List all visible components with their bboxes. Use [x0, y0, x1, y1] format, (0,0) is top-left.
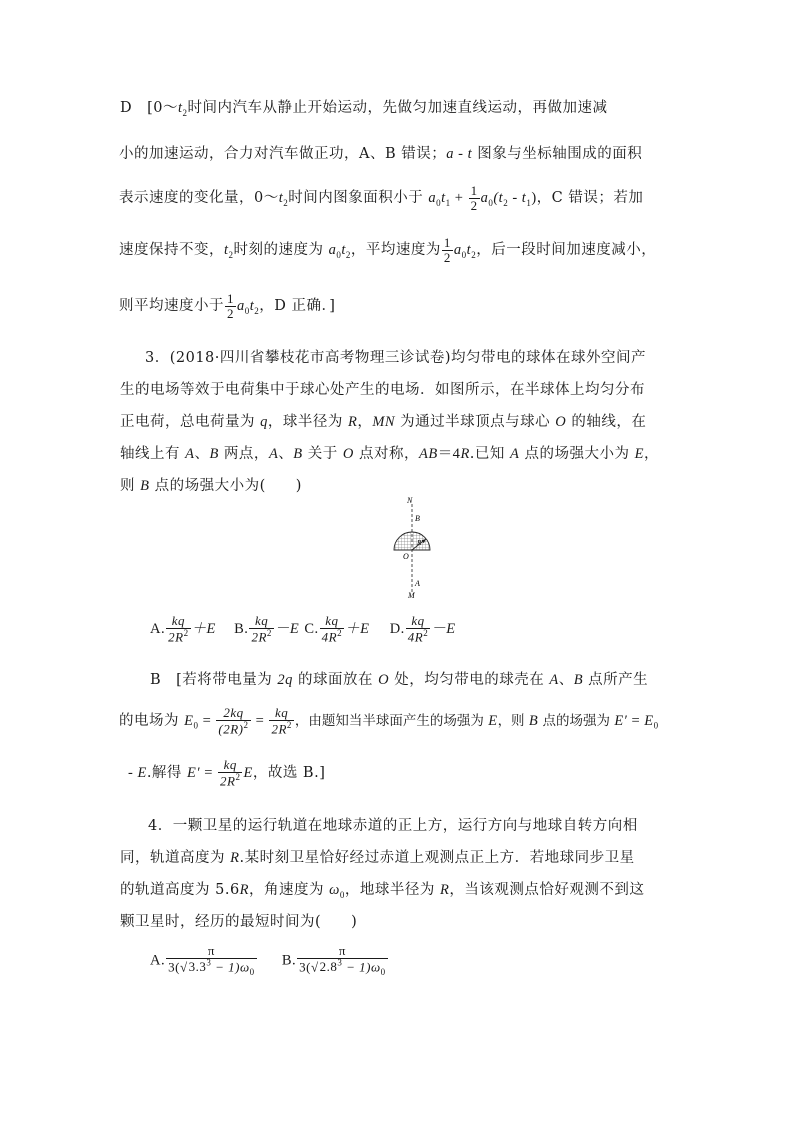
numerator: 1 [227, 291, 234, 306]
question-3-line-2 [120, 378, 645, 399]
text: - [453, 146, 468, 162]
text: = [200, 764, 218, 781]
answer-2-line-4 [119, 236, 656, 264]
text: 的轴线，在 [566, 414, 647, 430]
text: 、 [558, 672, 574, 688]
text: 点的场强大小为( ) [149, 478, 302, 494]
option-label: C. [304, 620, 319, 637]
text: 点的场强大小为 [519, 446, 635, 462]
answer-3-line-1 [150, 668, 648, 689]
options-line [150, 614, 456, 644]
text: B [若将带电量为 [150, 672, 278, 688]
text: ，地球半径为 [344, 882, 440, 898]
numerator: kq [269, 706, 293, 721]
text: E [184, 712, 194, 729]
numerator: 1 [443, 235, 451, 250]
option-b[interactable] [282, 944, 389, 977]
text: = [251, 712, 269, 729]
denominator: 2 [443, 249, 451, 265]
text: 3( [299, 958, 311, 974]
text: R [440, 882, 450, 898]
fraction [166, 944, 257, 977]
text: B [573, 672, 584, 688]
text: t [441, 190, 446, 207]
option-a[interactable] [150, 944, 258, 977]
text: - [128, 764, 138, 781]
text: B [528, 712, 539, 729]
fraction [166, 614, 190, 644]
text: 颗卫星时，经历的最短时间为( ) [120, 914, 358, 930]
text: - t [508, 190, 527, 207]
text: ，后一段时间加速度减小， [476, 242, 657, 259]
text: E [243, 764, 253, 781]
text: 2 [503, 198, 509, 209]
question-3-line-3 [120, 410, 646, 431]
radicand: 3.3 [188, 958, 207, 974]
radicand: 2.8 [319, 958, 338, 974]
text: 2 [254, 306, 260, 317]
text: 点对称， [353, 446, 419, 462]
denominator: 2R [271, 720, 287, 736]
text: B [209, 446, 219, 462]
text: 图象与坐标轴围成的面积 [472, 146, 643, 162]
text: 时刻的速度为 [233, 242, 329, 259]
option-c[interactable] [304, 614, 369, 644]
text: A [185, 446, 195, 462]
text: a [428, 190, 437, 207]
text: 0 [488, 198, 494, 209]
text: 时间内图象面积小于 [288, 190, 429, 207]
text: 0 [193, 720, 199, 731]
question-3-line-5 [120, 474, 302, 495]
text: 处，均匀带电的球壳在 [389, 672, 550, 688]
denominator: 2R [251, 628, 267, 644]
label-B: B [415, 514, 420, 523]
fraction [218, 758, 242, 788]
text: ，C 错误；若加 [536, 190, 644, 207]
fraction [216, 706, 250, 736]
exponent: 2 [423, 627, 429, 638]
text: (t [493, 190, 504, 207]
text: 的电场为 [119, 712, 185, 729]
exponent: 2 [235, 771, 241, 782]
text: A [268, 446, 279, 462]
exponent: 3 [206, 957, 212, 968]
exponent: 2 [266, 627, 272, 638]
text: E [644, 712, 654, 729]
text: + [450, 190, 468, 207]
text: = [198, 712, 216, 729]
text: 0 [653, 720, 659, 731]
text: t [249, 298, 255, 315]
text: A [549, 672, 559, 688]
text: 轴线上有 [120, 446, 186, 462]
exponent: 2 [243, 719, 249, 730]
text: 的轨道高度为 5.6 [120, 882, 240, 898]
text: 两点， [218, 446, 269, 462]
numerator: π [297, 944, 388, 959]
text: 2 [182, 107, 188, 118]
text: 时间内汽车从静止开始运动，先做匀加速直线运动，再做加速减 [187, 100, 608, 116]
text: 2q [277, 672, 293, 688]
text: − 1)ω [211, 958, 250, 974]
text: O [555, 414, 567, 430]
fraction [297, 944, 388, 977]
answer-3-line-2 [119, 706, 659, 736]
text: ＋E [191, 620, 216, 637]
text: t [178, 100, 183, 116]
options-line [150, 944, 389, 977]
answer-2-line-5 [119, 292, 335, 320]
text: 1 [445, 198, 451, 209]
numerator: kq [320, 614, 344, 629]
answer-2-line-3 [119, 184, 643, 212]
fraction [406, 614, 430, 644]
text: D [0～ [120, 100, 179, 116]
text: E′ [614, 712, 628, 729]
text: 则平均速度小于 [119, 298, 224, 315]
exponent: 3 [337, 957, 343, 968]
option-a[interactable] [150, 614, 216, 644]
text: t [224, 242, 229, 259]
text: ， [643, 446, 659, 462]
sqrt-sign: √ [179, 958, 188, 974]
option-label: D. [389, 620, 405, 637]
text: AB [418, 446, 438, 462]
label-O: O [403, 552, 409, 561]
text: 的球面放在 [292, 672, 379, 688]
text: a [446, 146, 454, 162]
question-3-line-1 [145, 346, 646, 367]
numerator: kq [249, 614, 273, 629]
text: E [488, 712, 498, 729]
subscript: 0 [249, 966, 255, 977]
exponent: 2 [286, 719, 292, 730]
denominator: 4R [321, 628, 338, 644]
text: 0 [336, 250, 342, 261]
text: 点的场强为 [538, 712, 615, 729]
text: ， [357, 414, 373, 430]
exponent: 2 [337, 627, 343, 638]
text: 正电荷，总电荷量为 [120, 414, 261, 430]
text: ＝4 [437, 446, 461, 462]
text: R [347, 414, 358, 430]
text: 点所产生 [583, 672, 649, 688]
denominator: (2R) [218, 720, 244, 736]
text: ，角速度为 [249, 882, 330, 898]
text: 小的加速运动，合力对汽车做正功，A、B 错误； [119, 146, 447, 162]
numerator: 1 [470, 183, 478, 198]
label-A: A [415, 579, 420, 588]
option-label: B. [281, 952, 297, 969]
text: O [378, 672, 390, 688]
text: R [239, 882, 250, 898]
text: a [237, 298, 245, 315]
denominator: 2 [227, 305, 234, 321]
text: －E [274, 620, 300, 637]
text: 3．(2018·四川省攀枝花市高考物理三诊试卷)均匀带电的球体在球外空间产 [145, 350, 647, 366]
text: 3( [168, 958, 180, 974]
question-3-line-4 [120, 442, 659, 463]
text: ) [531, 190, 537, 207]
text: t [467, 146, 473, 162]
text: 生的电场等效于电荷集中于球心处产生的电场．如图所示，在半球体上均匀分布 [120, 382, 645, 398]
text: a [480, 190, 489, 207]
text: MN [372, 414, 396, 430]
text: ，由题知当半球面产生的场强为 [294, 712, 489, 729]
option-label: B. [234, 620, 249, 637]
text: 、 [194, 446, 210, 462]
text: 2 [471, 250, 477, 261]
answer-3-line-3 [128, 758, 325, 788]
question-4-line-3 [120, 878, 644, 900]
fraction [269, 706, 293, 736]
label-M: M [408, 591, 415, 600]
text: 关于 [302, 446, 343, 462]
text: ，则 [497, 712, 529, 729]
text: R [230, 850, 240, 866]
numerator: 2kq [216, 706, 250, 721]
text: 2 [228, 250, 234, 261]
text: = [627, 712, 645, 729]
text: 、 [278, 446, 294, 462]
text: t [341, 242, 346, 259]
subscript: 0 [380, 966, 386, 977]
text: t [278, 190, 284, 207]
text: E [137, 764, 147, 781]
text: 同，轨道高度为 [120, 850, 231, 866]
question-4-line-4 [120, 910, 357, 931]
text: − 1)ω [342, 958, 381, 974]
text: 2 [283, 198, 289, 209]
text: 2 [345, 250, 351, 261]
text: 4．一颗卫星的运行轨道在地球赤道的正上方，运行方向与地球自转方向相 [148, 818, 638, 834]
answer-2-line-1 [120, 96, 608, 118]
hemisphere-figure [380, 496, 450, 600]
text: B [140, 478, 150, 494]
question-4-line-2 [120, 846, 635, 867]
denominator: 2 [470, 197, 478, 213]
text: 速度保持不变， [119, 242, 224, 259]
text: q [260, 414, 268, 430]
denominator: 2R [220, 772, 236, 788]
text: a [453, 242, 462, 259]
text: 则 [120, 478, 141, 494]
text: 为通过半球顶点与球心 [395, 414, 556, 430]
text: 0 [461, 250, 467, 261]
label-N: N [407, 496, 413, 505]
option-d[interactable] [390, 614, 456, 644]
text: E [634, 446, 644, 462]
text: ，球半径为 [267, 414, 348, 430]
fraction [320, 614, 344, 644]
fraction [469, 184, 480, 212]
denominator: 2R [168, 628, 184, 644]
text: B [293, 446, 303, 462]
fraction [442, 236, 453, 264]
numerator: π [166, 944, 257, 959]
text: a [328, 242, 337, 259]
option-label: A. [150, 620, 166, 637]
label-R: R [417, 539, 422, 547]
fraction [249, 614, 273, 644]
text: R [460, 446, 470, 462]
text: ，故选 B.] [252, 764, 326, 781]
denominator: 4R [407, 628, 424, 644]
text: 表示速度的变化量，0～ [119, 190, 279, 207]
text: 0 [339, 889, 345, 900]
text: A [510, 446, 520, 462]
numerator: kq [406, 614, 430, 629]
sqrt-sign: √ [310, 958, 319, 974]
text: ＋E [345, 620, 370, 637]
text: .解得 [146, 764, 188, 781]
text: O [342, 446, 354, 462]
text: ，D 正确．] [259, 298, 336, 315]
option-label: A. [150, 952, 166, 969]
text: E′ [187, 764, 201, 781]
text: 0 [436, 198, 442, 209]
text: .某时刻卫星恰好经过赤道上观测点正上方．若地球同步卫星 [239, 850, 635, 866]
text: 1 [526, 198, 532, 209]
text: .已知 [469, 446, 511, 462]
text: 0 [244, 306, 250, 317]
text: －E [431, 620, 456, 637]
numerator: kq [166, 614, 190, 629]
text: ω [329, 882, 340, 898]
text: ，当该观测点恰好观测不到这 [449, 882, 645, 898]
text: ，平均速度为 [350, 242, 441, 259]
option-b[interactable] [234, 614, 299, 644]
answer-2-line-2 [119, 142, 642, 163]
fraction [225, 292, 236, 320]
exponent: 2 [183, 627, 189, 638]
numerator: kq [218, 758, 242, 773]
text: t [466, 242, 472, 259]
question-4-line-1 [148, 814, 638, 835]
